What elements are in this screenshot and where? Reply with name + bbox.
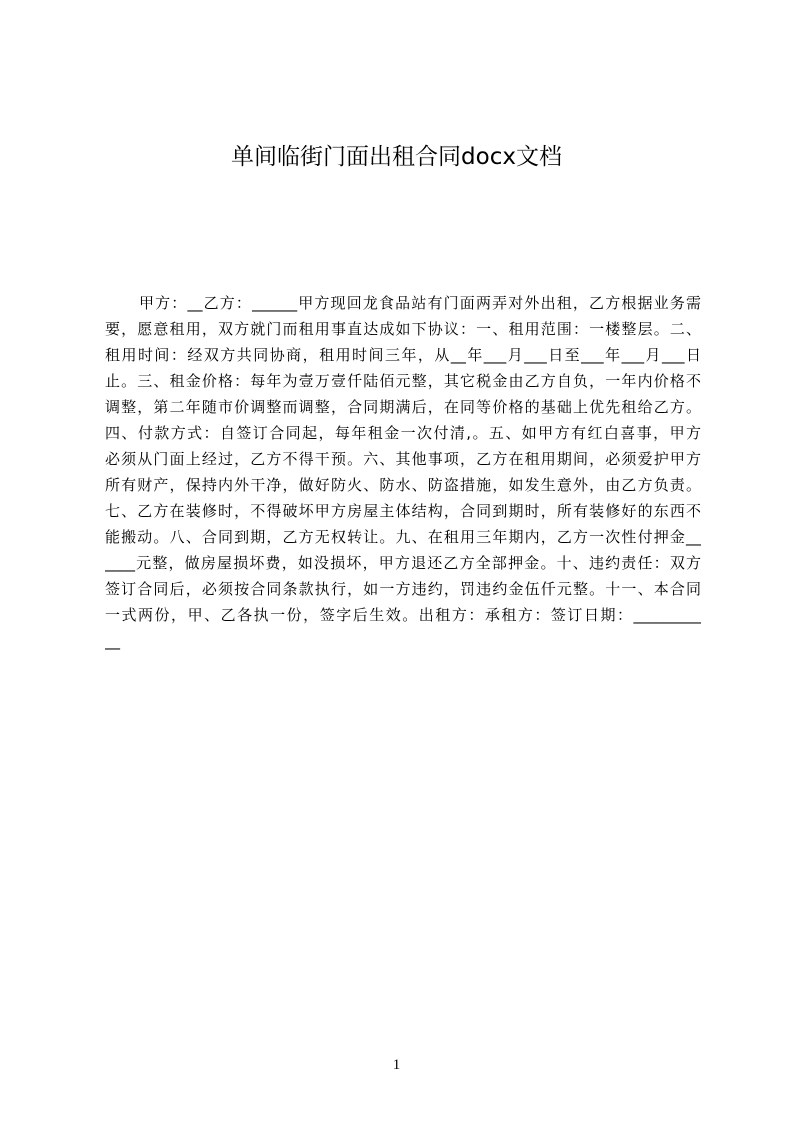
body-line: 能搬动。八、合同到期，乙方无权转让。九、在租用三年期内，乙方一次性付押金__ — [105, 528, 701, 546]
body-line: 甲方：__乙方：______甲方现回龙食品站有门面两弄对外出租，乙方根据业务需 — [139, 294, 701, 312]
body-line: __ — [105, 632, 120, 650]
body-line: ____元整，做房屋损坏费，如没损坏，甲方退还乙方全部押金。十、违约责任：双方 — [105, 554, 701, 572]
page-number: 1 — [392, 1057, 401, 1073]
body-line: 签订合同后，必须按合同条款执行，如一方违约，罚违约金伍仟元整。十一、本合同 — [105, 580, 701, 598]
body-line: 必须从门面上经过，乙方不得干预。六、其他事项，乙方在租用期间，必须爱护甲方 — [105, 450, 701, 468]
body-line: 所有财产，保持内外干净，做好防火、防水、防盗措施，如发生意外，由乙方负责。 — [105, 476, 701, 494]
body-line: 租用时间：经双方共同协商，租用时间三年，从__年___月___日至___年___月___日 — [105, 346, 701, 364]
body-line: 调整，第二年随市价调整而调整，合同期满后，在同等价格的基础上优先租给乙方。 — [105, 398, 701, 416]
body-line: 止。三、租金价格：每年为壹万壹仟陆佰元整，其它税金由乙方自负，一年内价格不 — [105, 372, 701, 390]
body-line: 七、乙方在装修时，不得破坏甲方房屋主体结构，合同到期时，所有装修好的东西不 — [105, 502, 701, 520]
contract-body — [105, 290, 701, 654]
body-line: 要，愿意租用，双方就门而租用事直达成如下协议：一、租用范围：一楼整层。二、 — [105, 320, 701, 338]
body-line: 一式两份，甲、乙各执一份，签字后生效。出租方：承租方：签订日期：_________ — [105, 606, 701, 624]
document-title: 单间临街门面出租合同docx文档 — [231, 144, 562, 170]
body-line: 四、付款方式：自签订合同起，每年租金一次付清,。五、如甲方有红白喜事，甲方 — [105, 424, 701, 442]
